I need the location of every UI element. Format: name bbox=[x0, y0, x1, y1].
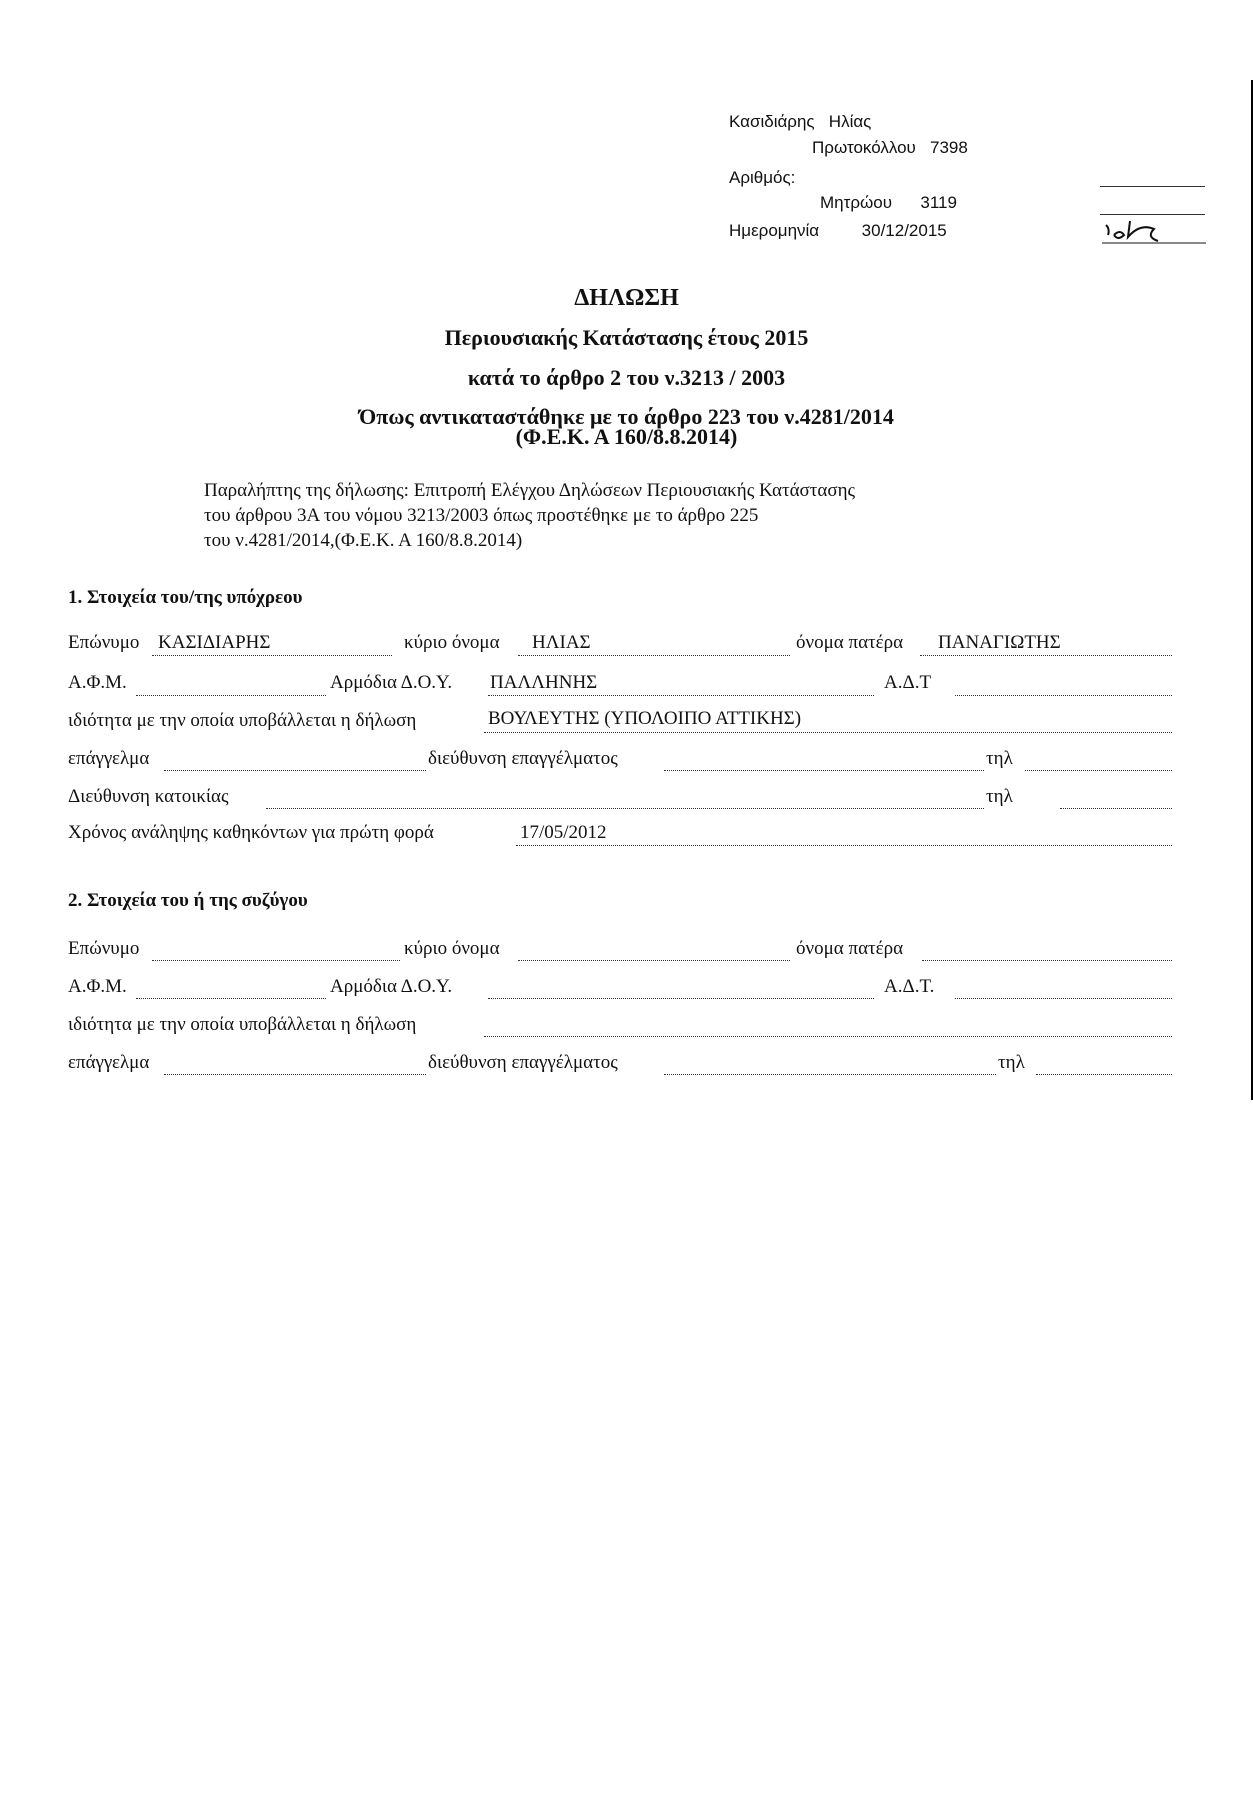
s1-afm-label: Α.Φ.Μ. bbox=[68, 672, 127, 693]
s1-firstname-label: κύριο όνομα bbox=[404, 632, 500, 653]
protocol-number: 7398 bbox=[930, 138, 968, 157]
s1-work-address-label: διεύθυνση επαγγέλματος bbox=[428, 748, 618, 769]
s1-adt-label: Α.Δ.Τ bbox=[884, 672, 932, 693]
title-line-4: Όπως αντικαταστάθηκε με το άρθρο 223 του ν.4281/2014 bbox=[359, 404, 894, 429]
s1-afm-field[interactable] bbox=[136, 695, 326, 696]
s1-firstname-value: ΗΛΙΑΣ bbox=[532, 632, 591, 653]
registry-number: 3119 bbox=[920, 193, 957, 212]
title-line-2: Περιουσιακής Κατάστασης έτους 2015 bbox=[444, 325, 809, 350]
recipient-line-1: Παραλήπτης της δήλωσης: Επιτροπή Ελέγχου Δηλώσεων Περιουσιακής Κατάστασης bbox=[204, 480, 856, 501]
s1-adt-field[interactable] bbox=[955, 695, 1172, 696]
s1-father-field[interactable] bbox=[920, 655, 1172, 656]
recipient-line-3: του ν.4281/2014,(Φ.Ε.Κ. Α 160/8.8.2014) bbox=[204, 530, 523, 551]
s1-work-address-field[interactable] bbox=[664, 770, 984, 771]
s2-afm-label: Α.Φ.Μ. bbox=[68, 976, 127, 997]
s2-adt-label: Α.Δ.Τ. bbox=[884, 976, 935, 997]
s2-firstname-label: κύριο όνομα bbox=[404, 938, 500, 959]
s2-work-address-field[interactable] bbox=[664, 1074, 996, 1075]
s2-work-address-label: διεύθυνση επαγγέλματος bbox=[428, 1052, 618, 1073]
s1-capacity-field[interactable] bbox=[484, 732, 1172, 733]
s2-father-label: όνομα πατέρα bbox=[796, 938, 904, 959]
s1-capacity-value: ΒΟΥΛΕΥΤΗΣ (ΥΠΟΛΟΙΠΟ ΑΤΤΙΚΗΣ) bbox=[488, 708, 802, 729]
header-firstname: Ηλίας bbox=[828, 112, 872, 131]
header-name bbox=[729, 112, 871, 132]
s1-father-label: όνομα πατέρα bbox=[796, 632, 904, 653]
section1-heading: 1. Στοιχεία του/της υπόχρεου bbox=[68, 587, 303, 608]
s2-doy-label: Αρμόδια Δ.Ο.Υ. bbox=[330, 976, 453, 997]
handwritten-mark-icon bbox=[1100, 215, 1210, 247]
s2-tel-label: τηλ bbox=[998, 1052, 1025, 1073]
s2-firstname-field[interactable] bbox=[518, 960, 790, 961]
s1-surname-value: ΚΑΣΙΔΙΑΡΗΣ bbox=[158, 632, 271, 653]
s1-tel-label: τηλ bbox=[986, 748, 1013, 769]
s2-father-field[interactable] bbox=[922, 960, 1172, 961]
recipient-line-2: του άρθρου 3Α του νόμου 3213/2003 όπως προστέθηκε με το άρθρο 225 bbox=[204, 505, 759, 526]
s1-surname-label: Επώνυμο bbox=[68, 632, 140, 653]
header-surname: Κασιδιάρης bbox=[729, 112, 815, 131]
s2-profession-label: επάγγελμα bbox=[68, 1052, 150, 1073]
s1-father-value: ΠΑΝΑΓΙΩΤΗΣ bbox=[938, 632, 1061, 653]
s2-afm-field[interactable] bbox=[136, 998, 326, 999]
s2-capacity-label: ιδιότητα με την οποία υποβάλλεται η δήλωση bbox=[68, 1014, 417, 1035]
s1-start-value: 17/05/2012 bbox=[520, 822, 607, 843]
s1-home-address-label: Διεύθυνση κατοικίας bbox=[68, 786, 229, 807]
s1-start-field[interactable] bbox=[516, 845, 1172, 846]
s2-surname-field[interactable] bbox=[152, 960, 400, 961]
s1-tel2-field[interactable] bbox=[1060, 808, 1172, 809]
s2-adt-field[interactable] bbox=[955, 998, 1172, 999]
s1-profession-field[interactable] bbox=[164, 770, 426, 771]
s1-start-label: Χρόνος ανάληψης καθηκόντων για πρώτη φορά bbox=[68, 822, 434, 843]
s1-tel2-label: τηλ bbox=[986, 786, 1013, 807]
protocol-row bbox=[812, 138, 968, 158]
s2-tel-field[interactable] bbox=[1036, 1074, 1172, 1075]
s1-surname-field[interactable] bbox=[152, 655, 392, 656]
date-label: Ημερομηνία bbox=[729, 221, 820, 240]
s1-doy-value: ΠΑΛΛΗΝΗΣ bbox=[490, 672, 598, 693]
s1-home-address-field[interactable] bbox=[266, 808, 984, 809]
s2-profession-field[interactable] bbox=[164, 1074, 426, 1075]
section2-heading: 2. Στοιχεία του ή της συζύγου bbox=[68, 890, 308, 911]
s1-tel-field[interactable] bbox=[1025, 770, 1172, 771]
s1-doy-label: Αρμόδια Δ.Ο.Υ. bbox=[330, 672, 453, 693]
header-line-1 bbox=[1100, 186, 1205, 187]
s1-capacity-label: ιδιότητα με την οποία υποβάλλεται η δήλωση bbox=[68, 710, 417, 731]
date-value: 30/12/2015 bbox=[861, 221, 947, 240]
s1-doy-field[interactable] bbox=[488, 695, 874, 696]
s2-surname-label: Επώνυμο bbox=[68, 938, 140, 959]
number-label: Αριθμός: bbox=[729, 168, 796, 187]
document-title: ΔΗΛΩΣΗ bbox=[574, 285, 679, 311]
protocol-label: Πρωτοκόλλου bbox=[812, 138, 916, 157]
title-line-3: κατά το άρθρο 2 του ν.3213 / 2003 bbox=[467, 365, 786, 390]
date-row bbox=[729, 221, 947, 241]
registry-label: Μητρώου bbox=[820, 193, 893, 212]
s1-firstname-field[interactable] bbox=[518, 655, 790, 656]
s2-doy-field[interactable] bbox=[488, 998, 874, 999]
s1-profession-label: επάγγελμα bbox=[68, 748, 150, 769]
s2-capacity-field[interactable] bbox=[484, 1036, 1172, 1037]
registry-row bbox=[820, 193, 957, 213]
title-line-5: (Φ.Ε.Κ. Α 160/8.8.2014) bbox=[515, 424, 738, 449]
